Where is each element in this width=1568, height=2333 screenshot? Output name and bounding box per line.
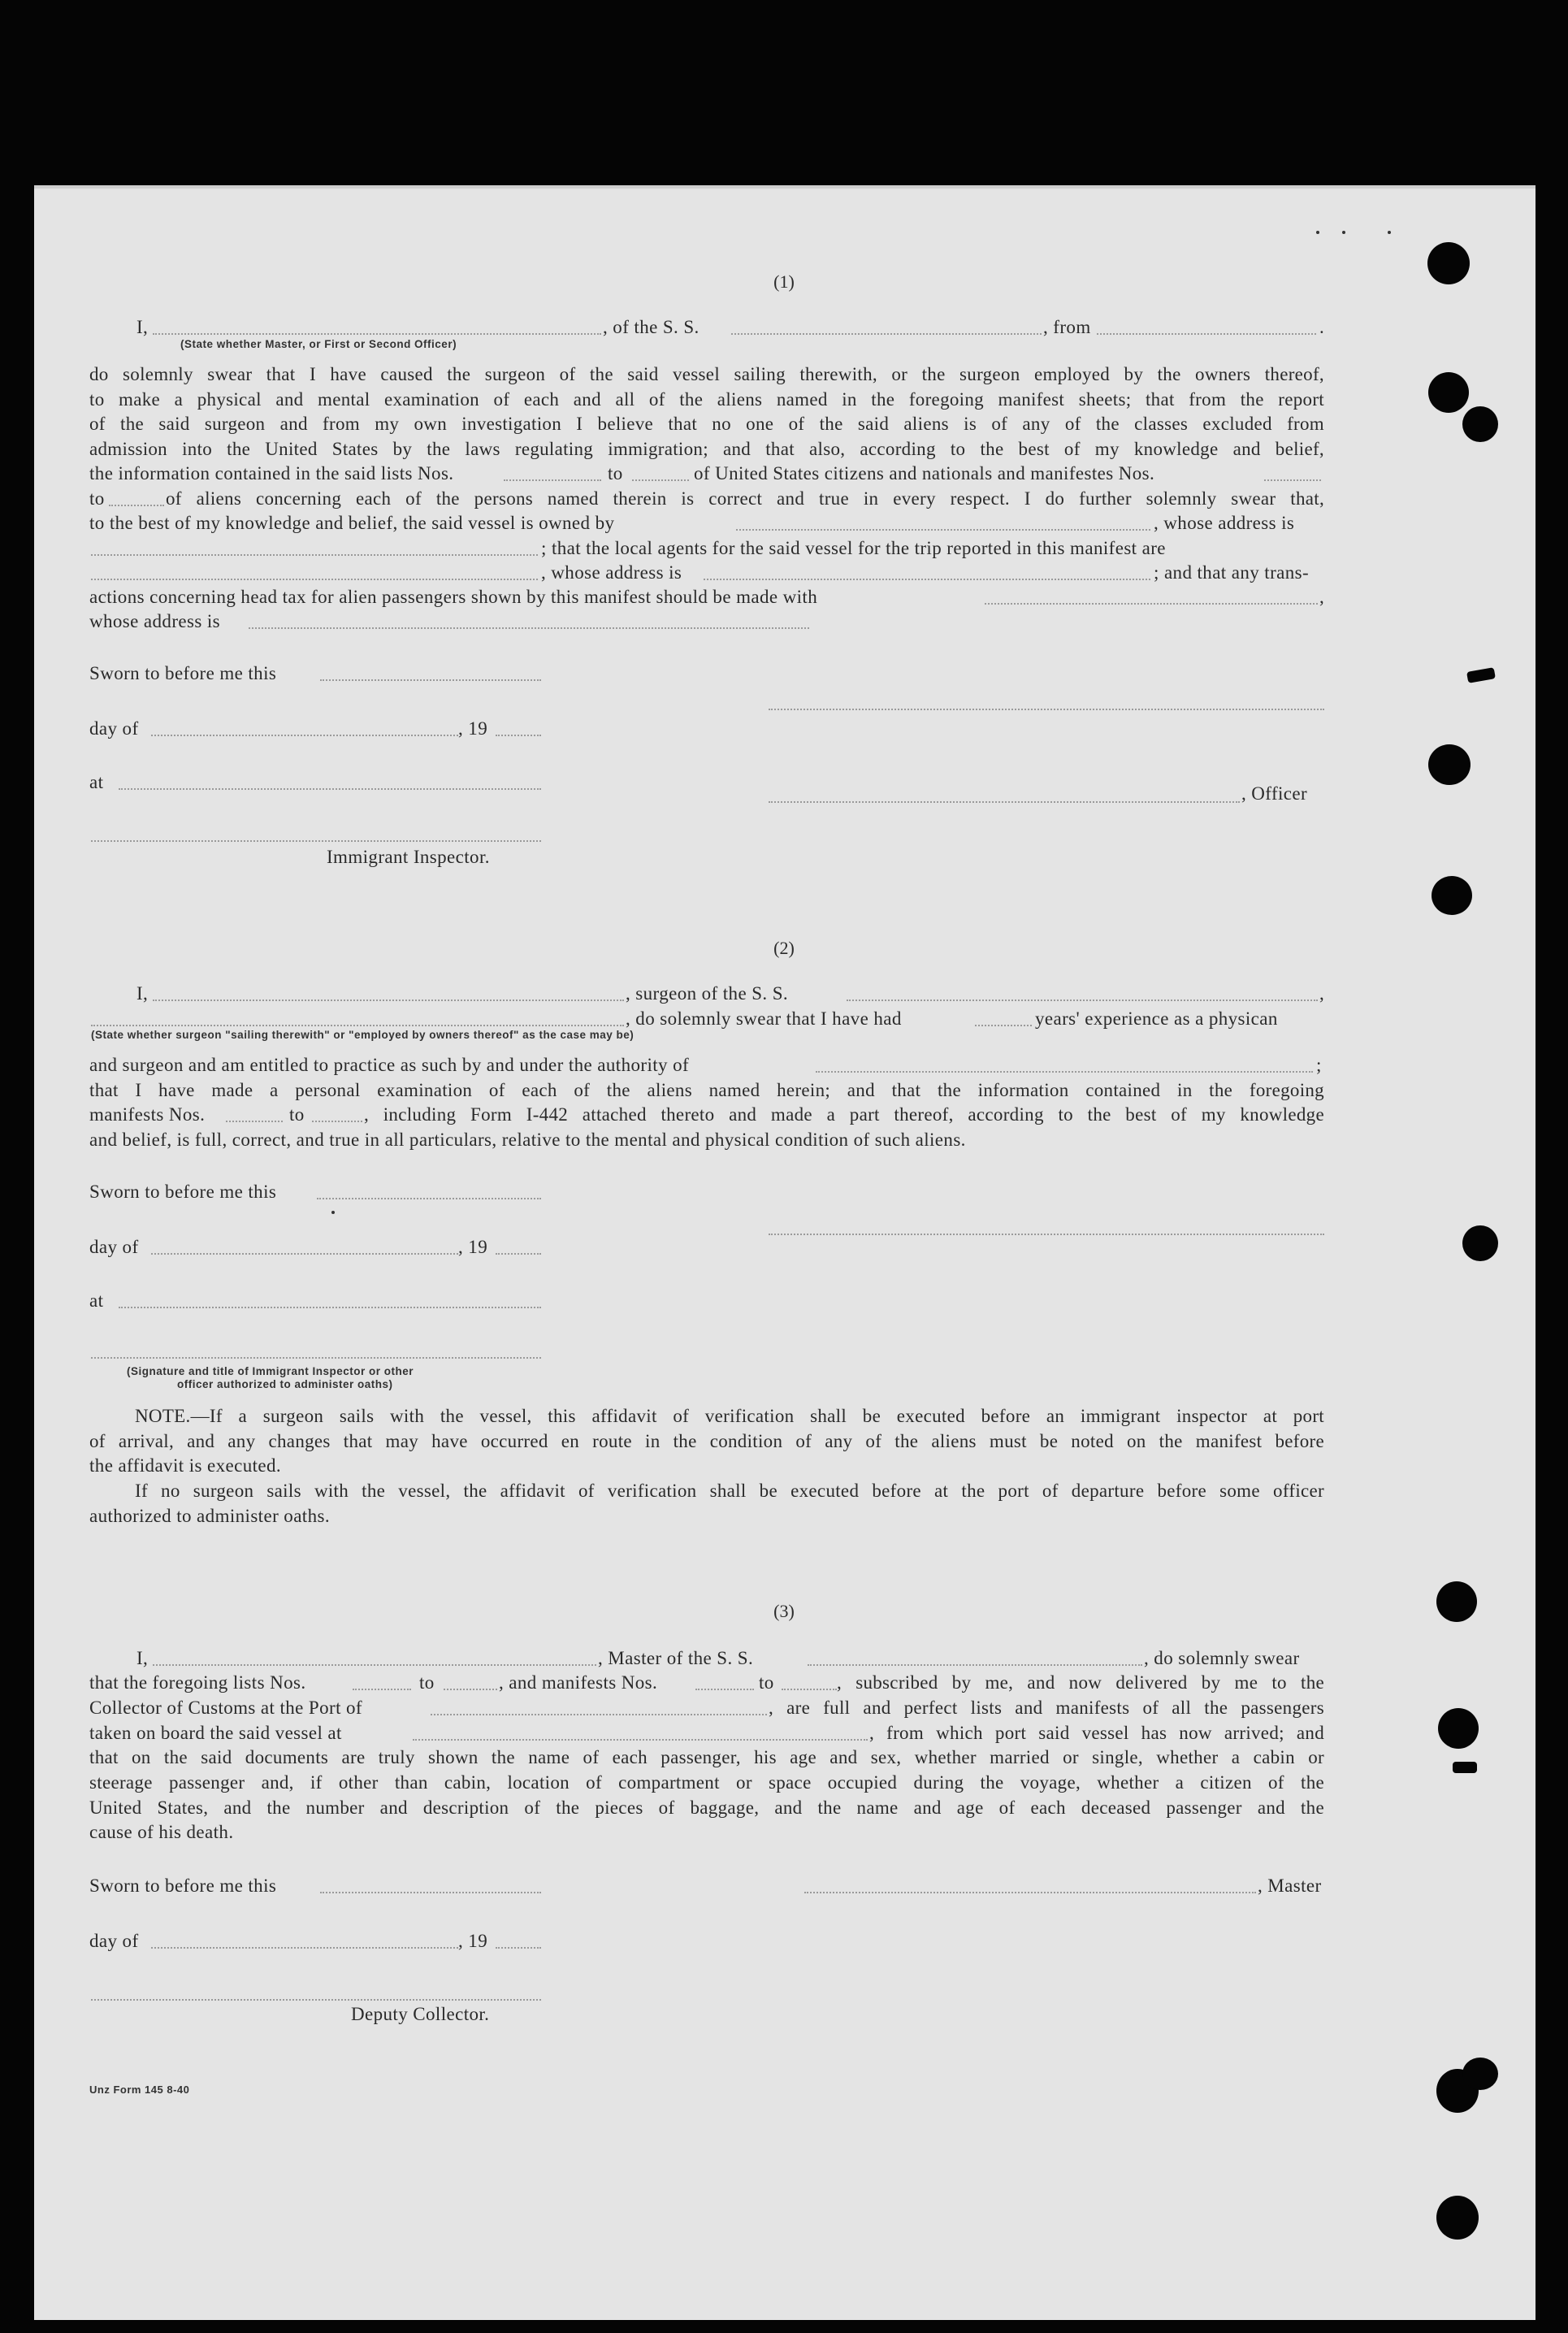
oath-line: , from which port said vessel has now arrived; and: [869, 1723, 1324, 1743]
blank-vessel-name[interactable]: [731, 333, 1042, 335]
oath-line: , are full and perfect lists and manifests of all the passengers: [769, 1698, 1324, 1718]
manifests-label: manifests Nos.: [89, 1104, 206, 1125]
signature-line[interactable]: [769, 709, 1324, 710]
at-label: at: [89, 1290, 104, 1311]
signature-note: (Signature and title of Immigrant Inspector or other: [127, 1365, 414, 1377]
sworn-label: Sworn to before me this: [89, 1876, 277, 1896]
note-line: the affidavit is executed.: [89, 1455, 282, 1476]
oath-line: United States, and the number and description of the pieces of baggage, and the name and age of each deceased passenger and the: [89, 1797, 1324, 1818]
blank-authority[interactable]: [816, 1071, 1313, 1073]
of-the-ss-label: , of the S. S.: [603, 317, 700, 337]
sworn-label: Sworn to before me this: [89, 1182, 277, 1202]
blank-head-tax-party[interactable]: [985, 603, 1318, 605]
blank-manifest-from[interactable]: [1264, 479, 1321, 481]
i-prefix: I,: [136, 317, 149, 337]
oath-line: , including Form I-442 attached thereto and made a part thereof, according to the best of my knowledge: [364, 1104, 1324, 1125]
section-number: (3): [773, 1601, 795, 1621]
officer-signature-line[interactable]: [769, 801, 1240, 803]
day-of-label: day of: [89, 718, 139, 739]
deputy-signature-line[interactable]: [91, 1999, 541, 2001]
oath-line: , subscribed by me, and now delivered by me to the: [837, 1672, 1324, 1693]
blank-sworn-day[interactable]: [320, 679, 541, 681]
officer-label: , Officer: [1241, 783, 1308, 804]
blank-from-port[interactable]: [1097, 333, 1316, 335]
oath-line: cause of his death.: [89, 1822, 234, 1842]
collector-label: Collector of Customs at the Port of: [89, 1698, 362, 1718]
speck: [331, 1211, 335, 1214]
blank-sworn-day[interactable]: [320, 1892, 541, 1893]
blank-month[interactable]: [151, 1947, 458, 1949]
oath-line: that on the said documents are truly shown the name of each passenger, his age and sex, whether married or single, whether a cabin or: [89, 1747, 1324, 1767]
i-prefix: I,: [136, 1648, 149, 1668]
year-label: , 19: [458, 1931, 488, 1951]
blank-place[interactable]: [119, 1307, 541, 1308]
blank-month[interactable]: [151, 1253, 458, 1255]
year-label: , 19: [458, 1237, 488, 1257]
info-label-a: the information contained in the said lists Nos.: [89, 463, 454, 484]
binder-hole: [1462, 2058, 1498, 2090]
note-line: authorized to administer oaths.: [89, 1506, 330, 1526]
binder-hole: [1436, 2196, 1479, 2240]
info-label-c: of United States citizens and nationals and manifestes Nos.: [694, 463, 1155, 484]
oath-line: of aliens concerning each of the persons named therein is correct and true in every respect. I do further solemnly swear that,: [166, 488, 1324, 509]
blank-list-to[interactable]: [632, 479, 689, 481]
whose-address-label: , whose address is: [1154, 513, 1295, 533]
blank-officer-title[interactable]: [153, 333, 601, 335]
blank-port[interactable]: [431, 1714, 767, 1715]
oath-line: of the said surgeon and from my own investigation I believe that no one of the said aliens is of any of the classes excluded from: [89, 414, 1324, 434]
year-label: , 19: [458, 718, 488, 739]
at-label: at: [89, 772, 104, 792]
blank-head-tax-address[interactable]: [249, 627, 809, 629]
blank-vessel-name[interactable]: [808, 1664, 1142, 1666]
binder-hole: [1462, 406, 1498, 442]
actions-label: actions concerning head tax for alien passengers shown by this manifest should be made with: [89, 587, 818, 607]
blank-list-from[interactable]: [504, 479, 601, 481]
day-of-label: day of: [89, 1931, 139, 1951]
binder-hole: [1428, 372, 1469, 413]
belief-line: and belief, is full, correct, and true in all particulars, relative to the mental and physical condition of such aliens.: [89, 1130, 966, 1150]
note-line: of arrival, and any changes that may have occurred en route in the condition of any of the aliens must be noted on the manifest before: [89, 1431, 1324, 1451]
blank-local-agents[interactable]: [91, 579, 538, 580]
blank-year[interactable]: [496, 1253, 541, 1255]
owned-by-label: to the best of my knowledge and belief, the said vessel is owned by: [89, 513, 615, 533]
speck: [1316, 231, 1319, 234]
speck: [1342, 231, 1345, 234]
blank-agents-address[interactable]: [704, 579, 1150, 580]
entitled-label: and surgeon and am entitled to practice as such by and under the authority of: [89, 1055, 690, 1075]
master-signature-line[interactable]: [804, 1892, 1256, 1893]
any-trans-label: ; and that any trans-: [1154, 562, 1310, 583]
officer-note: (State whether Master, or First or Second Officer): [180, 338, 457, 350]
master-of-label: , Master of the S. S.: [598, 1648, 754, 1668]
binder-hole: [1438, 1708, 1479, 1749]
blank-surgeon-name[interactable]: [153, 1000, 624, 1001]
section-number: (2): [773, 938, 795, 958]
oath-line: that I have made a personal examination of each of the aliens named herein; and that the information contained in the foregoing: [89, 1080, 1324, 1100]
to-label: to: [89, 488, 105, 509]
blank-manifests-from[interactable]: [226, 1121, 283, 1122]
day-of-label: day of: [89, 1237, 139, 1257]
blank-manifest-to[interactable]: [109, 505, 164, 506]
blank-year[interactable]: [496, 1947, 541, 1949]
lists-label: that the foregoing lists Nos.: [89, 1672, 306, 1693]
binder-hole: [1432, 876, 1472, 915]
edge-mark: [1453, 1762, 1477, 1773]
inspector-signature-line[interactable]: [91, 840, 541, 842]
blank-manifests-to[interactable]: [782, 1689, 837, 1690]
local-agents-label: ; that the local agents for the said vessel for the trip reported in this manifest are: [541, 538, 1166, 558]
note-line: NOTE.—If a surgeon sails with the vessel, this affidavit of verification shall be executed before an immigrant inspector at port: [135, 1406, 1324, 1426]
blank-vessel-name[interactable]: [847, 1000, 1318, 1001]
to-label: to: [289, 1104, 305, 1125]
taken-label: taken on board the said vessel at: [89, 1723, 342, 1743]
semicolon: ;: [1316, 1055, 1322, 1075]
from-label: , from: [1043, 317, 1091, 337]
whose-address-label: whose address is: [89, 611, 220, 631]
blank-owner[interactable]: [736, 529, 1150, 531]
comma: ,: [1319, 587, 1325, 607]
form-number: Unz Form 145 8-40: [89, 2084, 190, 2096]
signature-line[interactable]: [769, 1234, 1324, 1235]
solemnly-label: , do solemnly swear: [1144, 1648, 1300, 1668]
blank-sworn-day[interactable]: [317, 1198, 541, 1199]
blank-owner-address[interactable]: [91, 554, 538, 556]
comma: ,: [1319, 983, 1325, 1004]
blank-manifests-to[interactable]: [312, 1121, 362, 1122]
blank-departure-port[interactable]: [413, 1739, 868, 1741]
blank-master-name[interactable]: [153, 1664, 596, 1666]
i-prefix: I,: [136, 983, 149, 1004]
blank-surgeon-type[interactable]: [91, 1025, 624, 1026]
blank-lists-to[interactable]: [444, 1689, 497, 1690]
period: .: [1319, 317, 1325, 337]
info-label-b: to: [608, 463, 623, 484]
swear-label: , do solemnly swear that I have had: [626, 1008, 902, 1029]
signature-note: officer authorized to administer oaths): [177, 1378, 393, 1390]
blank-month[interactable]: [151, 735, 458, 736]
oath-line: admission into the United States by the laws regulating immigration; and that also, according to the best of my knowledge and belief,: [89, 439, 1324, 459]
blank-lists-from[interactable]: [353, 1689, 411, 1690]
oath-line: to make a physical and mental examination of each and all of the aliens named in the foregoing manifest sheets; that from the report: [89, 389, 1324, 410]
surgeon-of-label: , surgeon of the S. S.: [626, 983, 789, 1004]
master-label: , Master: [1258, 1876, 1322, 1896]
experience-label: years' experience as a physican: [1035, 1008, 1278, 1029]
binder-hole: [1428, 744, 1471, 785]
deputy-label: Deputy Collector.: [351, 2004, 490, 2024]
whose-address-label: , whose address is: [541, 562, 682, 583]
blank-year[interactable]: [496, 735, 541, 736]
blank-manifests-from[interactable]: [695, 1689, 754, 1690]
to-label: to: [759, 1672, 774, 1693]
sworn-label: Sworn to before me this: [89, 663, 277, 683]
blank-years[interactable]: [975, 1025, 1032, 1026]
manifests-label: , and manifests Nos.: [499, 1672, 658, 1693]
blank-place[interactable]: [119, 788, 541, 790]
surgeon-note: (State whether surgeon "sailing therewith" or "employed by owners thereof" as the case may be): [91, 1029, 635, 1041]
note-line: If no surgeon sails with the vessel, the affidavit of verification shall be executed before at the port of departure before some officer: [135, 1481, 1324, 1501]
speck: [1388, 231, 1391, 234]
binder-hole: [1462, 1225, 1498, 1261]
oath-line: steerage passenger and, if other than cabin, location of compartment or space occupied during the voyage, whether a citizen of the: [89, 1772, 1324, 1793]
oath-line: do solemnly swear that I have caused the surgeon of the said vessel sailing therewith, or the surgeon employed by the owners thereof,: [89, 364, 1324, 384]
section-number: (1): [773, 271, 795, 292]
to-label: to: [419, 1672, 435, 1693]
inspector-label: Immigrant Inspector.: [327, 847, 490, 867]
inspector-signature-line[interactable]: [91, 1357, 541, 1359]
